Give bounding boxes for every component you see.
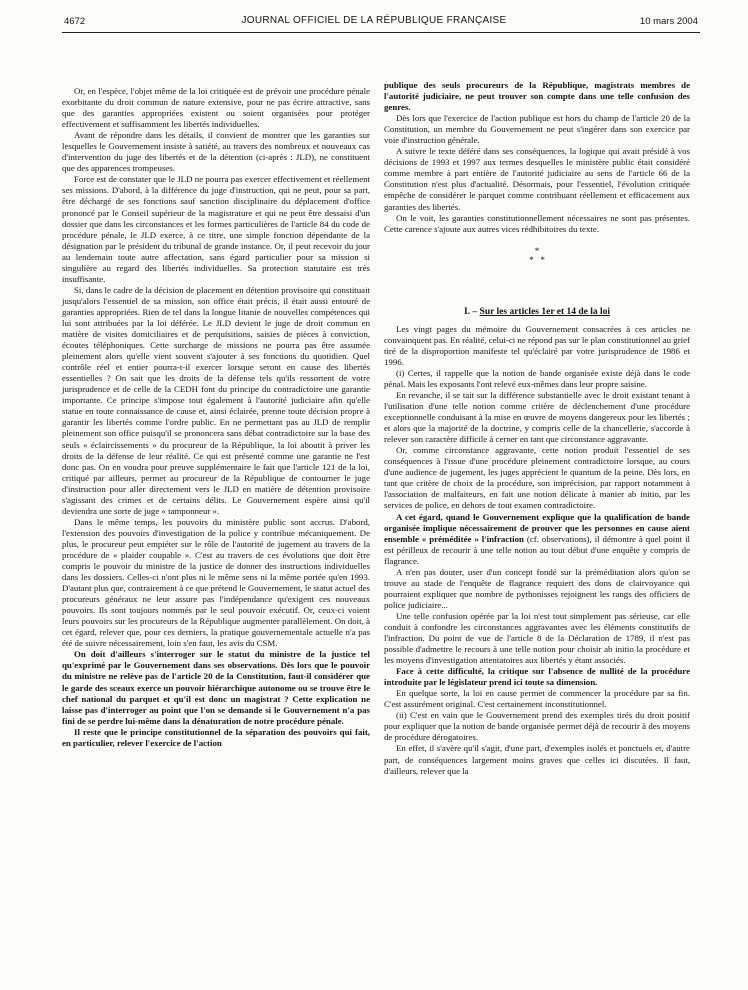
bold-lead: A cet égard, quand le Gouvernement explique que la qualification de bande organisée implique nécessairement de prouver que les personnes en cause aient ensemble « préméditée » l'infraction <box>384 511 690 544</box>
bold-paragraph: publique des seuls procureurs de la République, magistrats membres de l'autorité judiciaire, ne peut trouver son compte dans une telle confusion des genres. <box>384 80 690 113</box>
page-number: 4672 <box>64 16 86 27</box>
issue-date: 10 mars 2004 <box>639 16 698 27</box>
separator-stars: * * <box>529 254 545 265</box>
bold-paragraph: On doit d'ailleurs s'interroger sur le statut du ministre de la justice tel qu'exprimé par le Gouvernement dans ses observations. Dès lors que le pouvoir du ministre ne relève pas de l'article 20 de la Constitution, faut-il considérer que le garde des sceaux exerce un pouvoir hiérarchique autonome ou se trouve être le chef national du parquet et qu'il est donc un magistrat ? Cette explication ne laisse pas d'interroger au point que l'on se demande si le Gouvernement n'a pas fini de se perdre lui-même dans la dénaturation de notre procédure pénale. <box>62 649 370 726</box>
paragraph: Les vingt pages du mémoire du Gouvernement consacrées à ces articles ne convainquent pas. En réalité, celui-ci ne répond pas sur le plan constitutionnel au grief tiré de la disproportion manifeste tel qu'éclairé par votre jurisprudence de 1986 et 1996. <box>384 323 690 367</box>
paragraph: A n'en pas douter, user d'un concept fondé sur la préméditation alors qu'on se trouve au stade de l'enquête de flagrance requiert des dons de clairvoyance qui pourraient expliquer que nombre de pythonisses rejoignent les rangs des officiers de police judiciaire... <box>384 566 690 610</box>
right-column <box>384 80 690 777</box>
paragraph: A cet égard, quand le Gouvernement explique que la qualification de bande organisée implique nécessairement de prouver que les personnes en cause aient ensemble « préméditée » l'infraction (cf. observations), il démontre à quel point il est périlleux de recourir à une telle notion au tout début d'une enquête y compris de flagrance. <box>384 511 690 566</box>
bold-paragraph: Face à cette difficulté, la critique sur l'absence de nullité de la procédure introduite par le législateur prend ici toute sa dimension. <box>384 666 690 688</box>
bold-paragraph: Il reste que le principe constitutionnel de la séparation des pouvoirs qui fait, en particulier, relever l'exercice de l'action <box>62 726 370 748</box>
paragraph: Dans le même temps, les pouvoirs du ministère public sont accrus. D'abord, l'extension des pouvoirs d'investigation de la police y contribue mécaniquement. De plus, le procureur peut empiéter sur le rôle de l'autorité de jugement au travers de la procédure de « plaider coupable ». C'est au travers de ces évolutions que doit être compris le pouvoir du ministre de la justice de donner des instructions individuelles dans les dossiers. Celles-ci n'ont plus ni le même sens ni la même portée qu'en 1993. D'autant plus que, contrairement à ce que prétend le Gouvernement, le statut actuel des procureurs généraux ne leur assure pas l'indépendance qu'exigent ces nouveaux pouvoirs. Ils sont toujours nommés par le seul pouvoir exécutif. Or, ceux-ci voient leurs pouvoirs sur les procureurs de la République augmenter parallèlement. On doit, à cet égard, relever que, pour ces derniers, la pratique gouvernementale actuelle n'a pas été de suivre nécessairement, loin s'en faut, les avis du CSM. <box>62 516 370 649</box>
paragraph: On le voit, les garanties constitutionnellement nécessaires ne sont pas présentes. Cette carence s'ajoute aux autres vices rédhibitoires du texte. <box>384 212 690 234</box>
journal-title: JOURNAL OFFICIEL DE LA RÉPUBLIQUE FRANÇAISE <box>241 15 507 26</box>
paragraph: (ii) C'est en vain que le Gouvernement prend des exemples tirés du droit positif pour expliquer que la notion de bande organisée permet déjà de recourir à des moyens de procédure dérogatoires. <box>384 710 690 743</box>
paragraph: Dès lors que l'exercice de l'action publique est hors du champ de l'article 20 de la Constitution, un membre du Gouvernement ne peut s'ingérer dans son exercice par voie d'instruction générale. <box>384 113 690 146</box>
header-rule <box>62 32 700 33</box>
paragraph: Force est de constater que le JLD ne pourra pas exercer effectivement et réellement ses missions. D'abord, à la différence du juge d'instruction, qui ne peut, pour sa part, être déchargé de ses fonctions sauf sanction disciplinaire du déplacement d'office prononcé par le Conseil supérieur de la magistrature et qui ne peut être dessaisi d'un dossier que dans les circonstances et les formes particulières de l'article 84 du code de procédure pénale, le JLD exerce, à ce titre, une simple fonction dépendante de la désignation par le président du tribunal de grande instance. Or, il peut recevoir du jour au lendemain toute autre affectation, sans égard particulier pour sa mission si singulière au regard des libertés individuelles. Sa protection statutaire est très insuffisante. <box>62 174 370 284</box>
paragraph: Or, comme circonstance aggravante, cette notion produit l'essentiel de ses conséquences à l'issue d'une procédure pleinement contradictoire lorsque, au cours d'une audience de jugement, les juges apprécient le quantum de la peine. Dès lors, en tant que critère de choix de la procédure, son imprécision, par rapport notamment à l'association de malfaiteurs, en fait une notion délicate à manier ab initio, par les services de police, en dehors de tout examen contradictoire. <box>384 445 690 511</box>
section-heading-title: Sur les articles 1er et 14 de la loi <box>479 306 611 317</box>
section-separator <box>384 247 690 265</box>
paragraph: En quelque sorte, la loi en cause permet de commencer la procédure par sa fin. C'est assurément original. C'est certainement inconstitutionnel. <box>384 688 690 710</box>
paragraph: A suivre le texte déféré dans ses conséquences, la logique qui avait présidé à vos décisions de 1993 et 1997 aux termes desquelles le ministère public était considéré comme membre à part entière de l'autorité judiciaire au sens de l'article 66 de la Constitution n'est plus d'actualité. Désormais, pour l'essentiel, l'évolution critiquée empêche de considérer le parquet comme contribuant réellement et efficacement aux garanties des libertés. <box>384 146 690 212</box>
paragraph: Or, en l'espèce, l'objet même de la loi critiquée est de prévoir une procédure pénale exorbitante du droit commun de nature extensive, pour ne pas écrire attractive, sans que des garanties appropriées existent ou soient organisées pour protéger effectivement et suffisamment les libertés individuelles. <box>62 86 370 130</box>
paragraph: Une telle confusion opérée par la loi n'est tout simplement pas sérieuse, car elle conduit à confondre les circonstances aggravantes avec les éléments constitutifs de l'infraction. Du point de vue de l'article 8 de la Déclaration de 1789, il n'est pas possible d'admettre le recours à une telle notion pour choisir ab initio la procédure et les moyens d'investigation attentatoires aux libertés y étant associés. <box>384 610 690 666</box>
paragraph: (i) Certes, il rappelle que la notion de bande organisée existe déjà dans le code pénal. Mais les exposants l'ont relevé eux-mêmes dans leur propre saisine. <box>384 367 690 389</box>
paragraph: Avant de répondre dans les détails, il convient de montrer que les garanties sur lesquelles le Gouvernement insiste à satiété, au travers des nombreux et nouveaux cas d'intervention du juge des libertés et de la détention (ci-après : JLD), ne constituent que des apparences trompeuses. <box>62 130 370 174</box>
paragraph: En effet, il s'avère qu'il s'agit, d'une part, d'exemples isolés et ponctuels et, d'autre part, de conséquences largement moins graves que celles ici discutées. Il faut, d'ailleurs, relever que la <box>384 743 690 776</box>
paragraph: En revanche, il se tait sur la différence substantielle avec le droit existant tenant à l'utilisation d'une telle notion comme critère de déclenchement d'une procédure exceptionnelle conduisant à la mise en œuvre de moyens dangereux pour les libertés ; et alors que la majorité de la doctrine, y compris celle de la chancellerie, s'accorde à relever son caractère difficile à cerner en tant que circonstance aggravante. <box>384 389 690 445</box>
separator-star: * <box>534 245 540 256</box>
paragraph: Si, dans le cadre de la décision de placement en détention provisoire qui constituait jusqu'alors l'essentiel de sa mission, son office était précis, il était aussi entouré de garanties appropriées. Rien de tel dans la longue litanie de nouvelles compétences qui lui sont attribuées par la loi déférée. Le JLD devient le juge de droit commun en matière de visites domiciliaires et de perquisitions, saisies de pièces à conviction, écoutes téléphoniques. Cette surcharge de missions ne pourra pas être assumée pleinement alors qu'elle vient souvent s'ajouter à ses fonctions du quotidien. Quel contrôle réel et entier pourra-t-il exercer lorsque seront en cause des libertés essentielles ? On sait que les droits de la défense tels qu'ils ressortent de votre jurisprudence et de celle de la CEDH font du principe du contradictoire une garantie importante. Ce principe s'impose tout également à l'autorité judiciaire afin qu'elle statue en toute connaissance de cause et, ainsi éclairée, prenne toute décision propre à garantir les libertés comme l'ordre public. En ne permettant pas au JLD de remplir pleinement son office puisqu'il se prononcera sans débat contradictoire sur la base des seuls « éclaircissements » du procureur de la République, la loi aboutit à priver les droits de la défense de leur réalité. Ce qui est présenté comme une garantie ne l'est donc pas. On en voudra pour preuve supplémentaire le fait que l'article 121 de la loi, critiqué par ailleurs, permet au procureur de la République de contourner le juge d'instruction pour aller directement vers le JLD en matière de détention provisoire s'agissant des crimes et de certains délits. Le Gouvernement espère ainsi qu'il deviendra une sorte de juge « tamponneur ». <box>62 284 370 516</box>
section-heading: I. – Sur les articles 1er et 14 de la loi <box>463 306 611 317</box>
left-column <box>62 86 370 749</box>
